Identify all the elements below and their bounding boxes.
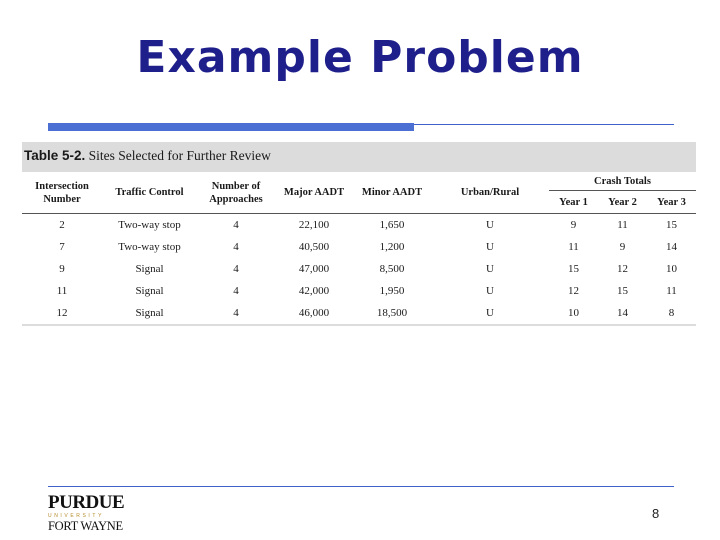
cell-intersection-number: 7 bbox=[59, 241, 65, 253]
cell-major-aadt: 47,000 bbox=[298, 263, 330, 275]
cell-major-aadt: 46,000 bbox=[298, 307, 330, 319]
cell-urban-rural: U bbox=[486, 219, 494, 231]
cell-urban-rural: U bbox=[486, 307, 494, 319]
header-year-1: Year 1 bbox=[549, 191, 598, 214]
header-crash-totals: Crash Totals bbox=[549, 172, 696, 191]
cell-year-2: 9 bbox=[619, 241, 626, 253]
table-caption bbox=[24, 148, 271, 164]
header-major-aadt: Major AADT bbox=[275, 172, 353, 214]
cell-year-3: 10 bbox=[666, 263, 677, 275]
cell-approaches: 4 bbox=[233, 285, 239, 297]
logo-fort-wayne-text: FORT WAYNE bbox=[48, 519, 123, 533]
cell-year-1: 9 bbox=[570, 219, 577, 231]
header-minor-aadt: Minor AADT bbox=[353, 172, 431, 214]
table-row bbox=[22, 280, 696, 302]
cell-approaches: 4 bbox=[233, 219, 239, 231]
cell-approaches: 4 bbox=[233, 263, 239, 275]
cell-intersection-number: 12 bbox=[56, 307, 68, 319]
page-number: 8 bbox=[652, 506, 660, 521]
table-row bbox=[22, 302, 696, 324]
header-number-of-approaches: Number of Approaches bbox=[197, 172, 275, 214]
cell-year-1: 10 bbox=[568, 307, 579, 319]
cell-urban-rural: U bbox=[486, 263, 494, 275]
header-year-3: Year 3 bbox=[647, 191, 696, 214]
cell-year-2: 11 bbox=[617, 219, 628, 231]
cell-year-2: 12 bbox=[617, 263, 628, 275]
cell-intersection-number: 11 bbox=[56, 285, 68, 297]
cell-traffic-control: Signal bbox=[135, 307, 164, 319]
cell-year-3: 15 bbox=[666, 219, 677, 231]
cell-year-1: 15 bbox=[568, 263, 579, 275]
cell-year-1: 12 bbox=[568, 285, 579, 297]
cell-major-aadt: 40,500 bbox=[298, 241, 330, 253]
cell-urban-rural: U bbox=[486, 241, 494, 253]
cell-approaches: 4 bbox=[233, 241, 239, 253]
cell-year-1: 11 bbox=[568, 241, 579, 253]
table-row bbox=[22, 214, 696, 237]
cell-year-3: 11 bbox=[666, 285, 677, 297]
cell-intersection-number: 2 bbox=[59, 219, 65, 231]
slide-title: Example Problem bbox=[136, 32, 584, 83]
header-year-2: Year 2 bbox=[598, 191, 647, 214]
cell-year-3: 8 bbox=[668, 307, 675, 319]
table-caption-label: Table 5-2. bbox=[24, 148, 86, 163]
table-caption-text: Sites Selected for Further Review bbox=[85, 148, 271, 163]
header-urban-rural: Urban/Rural bbox=[431, 172, 549, 214]
cell-major-aadt: 22,100 bbox=[298, 219, 330, 231]
cell-traffic-control: Signal bbox=[135, 285, 164, 297]
cell-year-3: 14 bbox=[666, 241, 677, 253]
cell-minor-aadt: 8,500 bbox=[379, 263, 405, 275]
cell-approaches: 4 bbox=[233, 307, 239, 319]
cell-minor-aadt: 18,500 bbox=[376, 307, 408, 319]
cell-traffic-control: Two-way stop bbox=[118, 241, 181, 253]
logo-university-text: UNIVERSITY bbox=[48, 513, 105, 519]
cell-major-aadt: 42,000 bbox=[298, 285, 330, 297]
cell-urban-rural: U bbox=[486, 285, 494, 297]
cell-minor-aadt: 1,650 bbox=[379, 219, 405, 231]
cell-intersection-number: 9 bbox=[59, 263, 65, 275]
footer-divider-line bbox=[48, 486, 674, 487]
title-accent-bar bbox=[48, 123, 414, 131]
header-intersection-number: Intersection Number bbox=[22, 172, 102, 214]
purdue-fort-wayne-logo bbox=[48, 493, 130, 535]
logo-purdue-text: PURDUE bbox=[48, 492, 125, 513]
header-traffic-control: Traffic Control bbox=[102, 172, 197, 214]
cell-minor-aadt: 1,200 bbox=[379, 241, 405, 253]
cell-traffic-control: Two-way stop bbox=[118, 219, 181, 231]
cell-traffic-control: Signal bbox=[135, 263, 164, 275]
table-row bbox=[22, 236, 696, 258]
cell-year-2: 15 bbox=[617, 285, 628, 297]
cell-minor-aadt: 1,950 bbox=[379, 285, 405, 297]
sites-table bbox=[22, 172, 696, 324]
cell-year-2: 14 bbox=[617, 307, 628, 319]
table-row bbox=[22, 258, 696, 280]
